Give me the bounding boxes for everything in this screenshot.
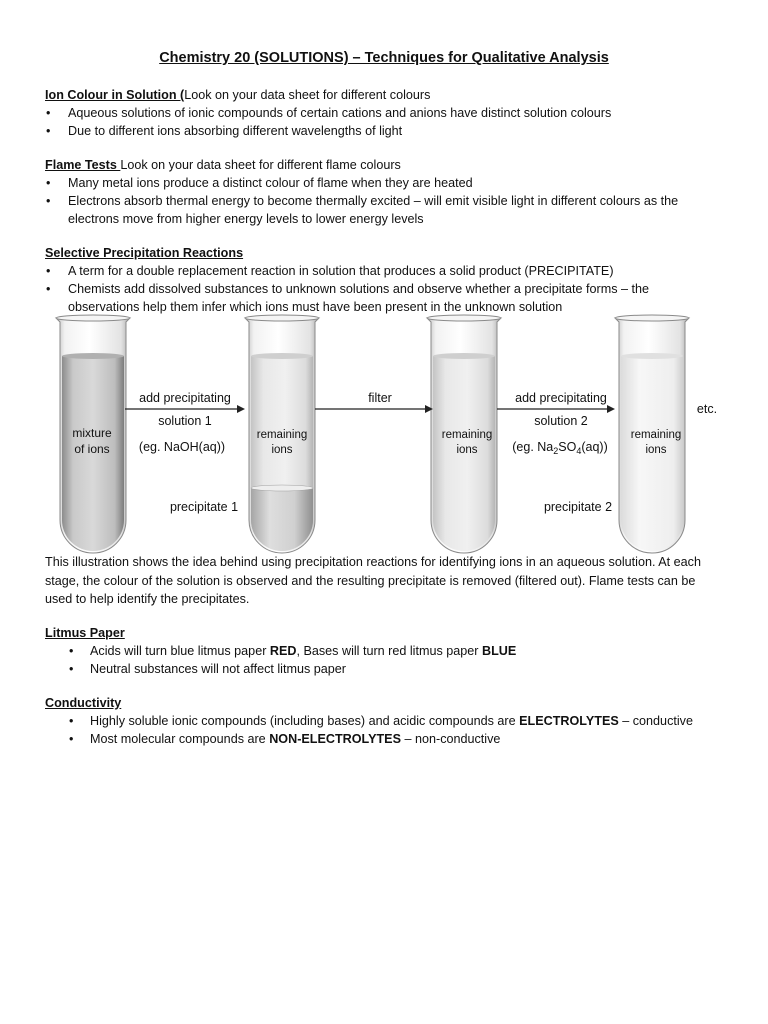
litmus-text: , Bases will turn red litmus paper xyxy=(296,644,482,658)
tube2-label-b: ions xyxy=(271,444,293,456)
step3-label-c xyxy=(512,440,608,456)
electrolytes-term: ELECTROLYTES xyxy=(519,714,619,728)
conductivity-text: – conductive xyxy=(618,714,693,728)
page-title: Chemistry 20 (SOLUTIONS) – Techniques for Qualitative Analysis xyxy=(159,50,609,66)
section-conductivity xyxy=(45,694,735,748)
step3-text: SO xyxy=(558,440,577,454)
tube1-label-b: of ions xyxy=(74,442,110,456)
list-item xyxy=(45,642,735,660)
conductivity-heading: Conductivity xyxy=(45,696,122,710)
arrow-3 xyxy=(497,405,615,413)
conductivity-text: – non-conductive xyxy=(400,732,501,746)
list-item xyxy=(45,192,735,228)
etc-label: etc. xyxy=(696,402,718,416)
tube3-label-a: remaining xyxy=(441,429,493,441)
precipitate-1-label: precipitate 1 xyxy=(169,500,239,514)
list-item xyxy=(45,280,735,316)
step3-text: (eg. Na xyxy=(512,440,554,454)
flame-tests-note: Look on your data sheet for different flame colours xyxy=(120,158,401,172)
litmus-text: Acids will turn blue litmus paper xyxy=(90,644,270,658)
list-item xyxy=(45,730,735,748)
list-item-line: • Electrons absorb thermal energy to become thermally excited – will emit visible light in different colours as the xyxy=(68,194,679,208)
list-item: • A term for a double replacement reaction in solution that produces a solid product (PRECIPITATE) xyxy=(45,262,735,280)
illustration-paragraph xyxy=(45,553,720,609)
arrow-2 xyxy=(315,405,433,413)
tube3-label-b: ions xyxy=(456,444,478,456)
paragraph-line: used to help identify the precipitates. xyxy=(45,592,250,606)
paragraph-line: This illustration shows the idea behind using precipitation reactions for identifying ions in an aqueous solution. At each xyxy=(45,555,701,569)
list-item-line: electrons move from higher energy levels to lower energy levels xyxy=(68,212,424,226)
step2-label: filter xyxy=(368,391,392,405)
step1-label-b: solution 1 xyxy=(158,414,212,428)
selective-precipitation-heading: Selective Precipitation Reactions xyxy=(45,246,244,260)
step3-text: (aq)) xyxy=(581,440,608,454)
ion-colour-heading: Ion Colour in Solution ( xyxy=(45,88,185,102)
arrow-1 xyxy=(125,405,245,413)
step3-label-a: add precipitating xyxy=(515,391,607,405)
step1-label-a: add precipitating xyxy=(139,391,231,405)
conductivity-text: Highly soluble ionic compounds (including bases) and acidic compounds are xyxy=(90,714,520,728)
ion-colour-note: Look on your data sheet for different colours xyxy=(184,88,431,102)
list-item: • Aqueous solutions of ionic compounds of certain cations and anions have distinct solution colours xyxy=(45,104,735,122)
tube1-label-a: mixture xyxy=(72,426,112,440)
step3-subscript: 2 xyxy=(553,446,559,456)
non-electrolytes-term: NON-ELECTROLYTES xyxy=(269,732,401,746)
section-litmus xyxy=(45,624,735,678)
litmus-heading: Litmus Paper xyxy=(45,626,125,640)
list-item-line: observations help them infer which ions must have been present in the unknown solution xyxy=(68,300,563,314)
litmus-red: RED xyxy=(269,644,297,658)
flame-tests-heading: Flame Tests xyxy=(45,158,121,172)
section-selective-precipitation xyxy=(45,244,735,316)
litmus-blue: BLUE xyxy=(481,644,517,658)
step3-subscript: 4 xyxy=(576,446,582,456)
list-item-line: • Chemists add dissolved substances to unknown solutions and observe whether a precipitate forms – the xyxy=(68,282,650,296)
section-flame-tests xyxy=(45,156,735,228)
tube2-label-a: remaining xyxy=(256,429,308,441)
list-item xyxy=(45,712,735,730)
list-item: • Due to different ions absorbing different wavelengths of light xyxy=(45,122,735,140)
precipitate-2-label: precipitate 2 xyxy=(543,500,613,514)
paragraph-line: stage, the colour of the solution is observed and the resulting precipitate is removed (filtered out). Flame tests can be xyxy=(45,573,696,588)
conductivity-text: Most molecular compounds are xyxy=(90,732,270,746)
step1-label-c: (eg. NaOH(aq)) xyxy=(138,440,226,454)
list-item: • Many metal ions produce a distinct colour of flame when they are heated xyxy=(45,174,735,192)
section-ion-colour xyxy=(45,86,735,140)
precipitation-diagram xyxy=(45,312,725,557)
list-item: • Neutral substances will not affect litmus paper xyxy=(45,660,735,678)
tube4-label-a: remaining xyxy=(630,429,682,441)
tube4-label-b: ions xyxy=(645,444,667,456)
step3-label-b: solution 2 xyxy=(534,414,588,428)
